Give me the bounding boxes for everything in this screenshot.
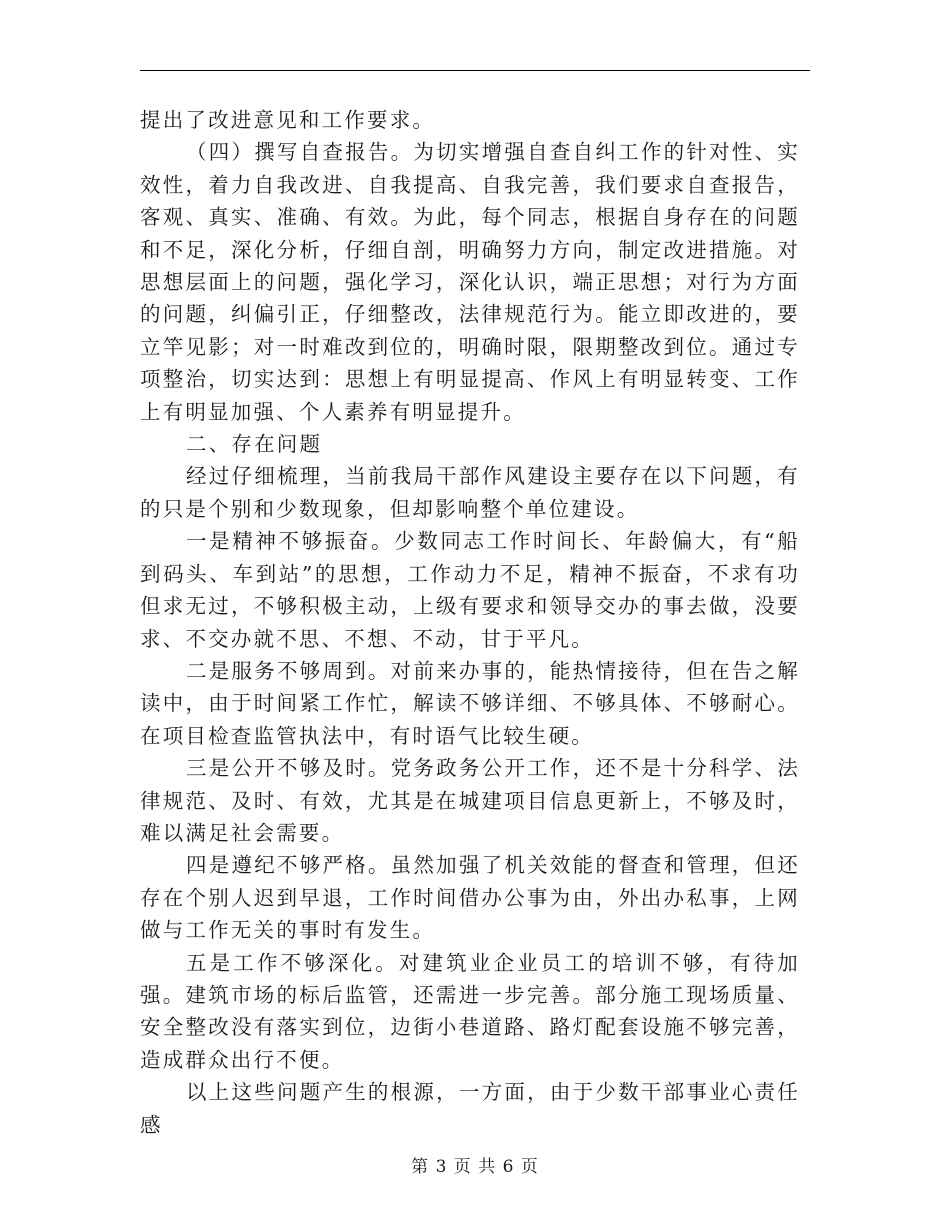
paragraph-7: 三是公开不够及时。党务政务公开工作，还不是十分科学、法律规范、及时、有效，尤其是在城建项目信息更新上，不够及时，难以满足社会需要。 bbox=[140, 756, 800, 845]
paragraph-6: 二是服务不够周到。对前来办事的，能热情接待，但在告之解读中，由于时间紧工作忙，解读不够详细、不够具体、不够耐心。在项目检查监管执法中，有时语气比较生硬。 bbox=[140, 658, 800, 748]
paragraph-1: 提出了改进意见和工作要求。 bbox=[140, 108, 436, 132]
page-number: 第 3 页 共 6 页 bbox=[411, 1157, 539, 1177]
paragraph-5: 一是精神不够振奋。少数同志工作时间长、年龄偏大，有“船到码头、车到站”的思想，工作动力不足，精神不振奋，不求有功但求无过，不够积极主动，上级有要求和领导交办的事去做，没要求、不交办就不思、不想、不动，甘于平凡。 bbox=[140, 529, 800, 651]
document-body bbox=[140, 104, 800, 1141]
paragraph-8: 四是遵纪不够严格。虽然加强了机关效能的督查和管理，但还存在个别人迟到早退，工作时间借办公事为由，外出办私事，上网做与工作无关的事时有发生。 bbox=[140, 853, 800, 943]
section-heading: 二、存在问题 bbox=[186, 432, 323, 457]
page-footer bbox=[0, 1152, 950, 1177]
paragraph-4: 经过仔细梳理，当前我局干部作风建设主要存在以下问题，有的只是个别和少数现象，但却影响整个单位建设。 bbox=[140, 464, 800, 521]
paragraph-2: （四）撰写自查报告。为切实增强自查自纠工作的针对性、实效性，着力自我改进、自我提高、自我完善，我们要求自查报告，客观、真实、准确、有效。为此，每个同志，根据自身存在的问题和不足，深化分析，仔细自剖，明确努力方向，制定改进措施。对思想层面上的问题，强化学习，深化认识，端正思想；对行为方面的问题，纠偏引正，仔细整改，法律规范行为。能立即改进的，要立竿见影；对一时难改到位的，明确时限，限期整改到位。通过专项整治，切实达到：思想上有明显提高、作风上有明显转变、工作上有明显加强、个人素养有明显提升。 bbox=[140, 140, 800, 424]
header-rule bbox=[140, 70, 810, 71]
paragraph-10: 以上这些问题产生的根源，一方面，由于少数干部事业心责任感 bbox=[140, 1080, 800, 1137]
paragraph-9: 五是工作不够深化。对建筑业企业员工的培训不够，有待加强。建筑市场的标后监管，还需进一步完善。部分施工现场质量、安全整改没有落实到位，边街小巷道路、路灯配套设施不够完善，造成群众出行不便。 bbox=[140, 950, 800, 1072]
